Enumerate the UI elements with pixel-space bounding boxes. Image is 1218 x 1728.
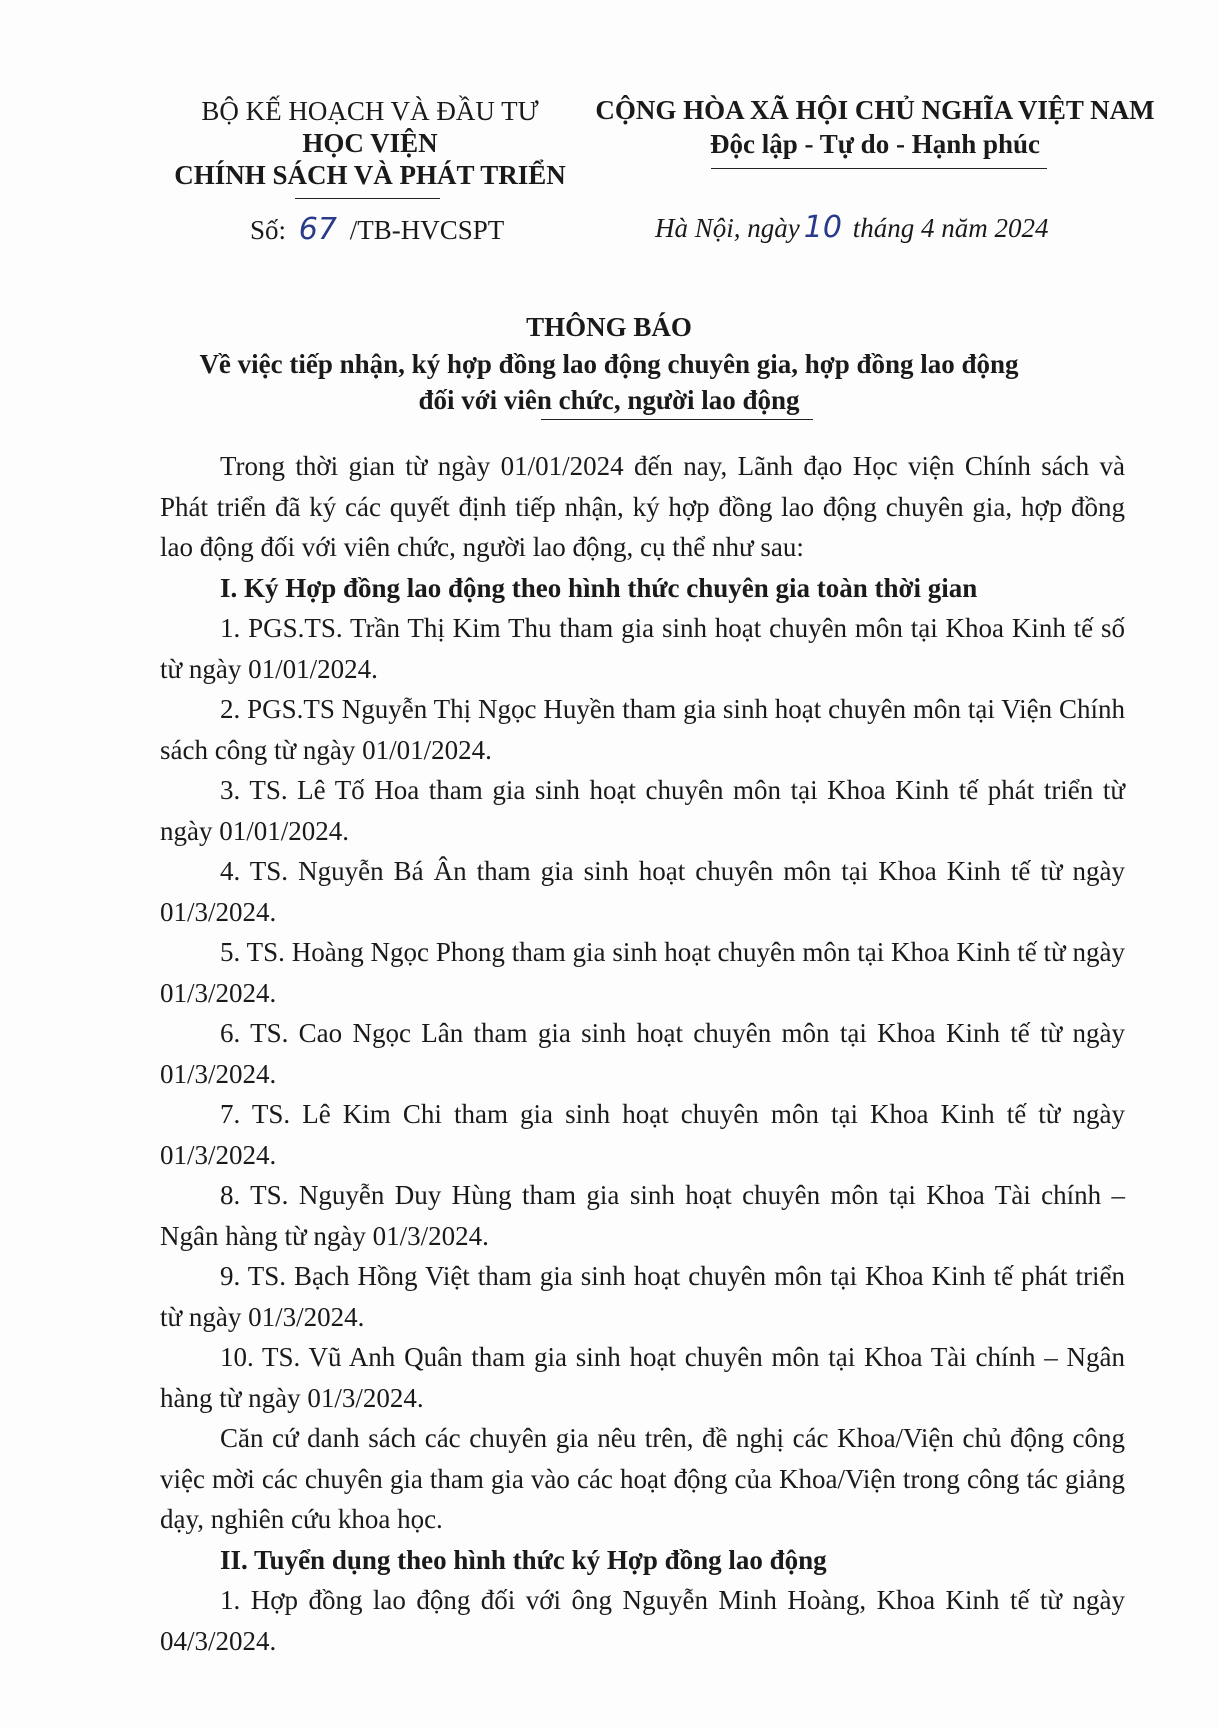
list-item: 10. TS. Vũ Anh Quân tham gia sinh hoạt chuyên môn tại Khoa Tài chính – Ngân hàng từ ngày 01/3/2024. bbox=[160, 1342, 1125, 1413]
subtitle-line-1: Về việc tiếp nhận, ký hợp đồng lao động chuyên gia, hợp đồng lao động bbox=[199, 349, 1019, 379]
issuing-agency-block bbox=[160, 95, 580, 191]
list-item: 8. TS. Nguyễn Duy Hùng tham gia sinh hoạt chuyên môn tại Khoa Tài chính – Ngân hàng từ ngày 01/3/2024. bbox=[160, 1180, 1125, 1251]
motto-underline bbox=[711, 168, 1047, 169]
document-number-prefix: Số: bbox=[250, 215, 287, 245]
national-header-block bbox=[580, 93, 1170, 161]
list-item: 7. TS. Lê Kim Chi tham gia sinh hoạt chuyên môn tại Khoa Kinh tế từ ngày 01/3/2024. bbox=[160, 1099, 1125, 1170]
issue-date-prefix: Hà Nội, ngày bbox=[655, 213, 800, 243]
list-item: 5. TS. Hoàng Ngọc Phong tham gia sinh hoạt chuyên môn tại Khoa Kinh tế từ ngày 01/3/2024. bbox=[160, 937, 1125, 1008]
document-number-suffix: /TB-HVCSPT bbox=[349, 215, 505, 245]
list-item: 1. PGS.TS. Trần Thị Kim Thu tham gia sinh hoạt chuyên môn tại Khoa Kinh tế số từ ngày 01/01/2024. bbox=[160, 613, 1125, 684]
document-body bbox=[160, 446, 1125, 1661]
list-item: 9. TS. Bạch Hồng Việt tham gia sinh hoạt chuyên môn tại Khoa Kinh tế phát triển từ ngày 01/3/2024. bbox=[160, 1261, 1125, 1332]
intro-paragraph: Trong thời gian từ ngày 01/01/2024 đến nay, Lãnh đạo Học viện Chính sách và Phát triển đã ký các quyết định tiếp nhận, ký hợp đồng lao động chuyên gia, hợp đồng lao động đối với viên chức, người lao động, cụ thể như sau: bbox=[160, 451, 1125, 562]
section-2-heading: II. Tuyển dụng theo hình thức ký Hợp đồng lao động bbox=[220, 1544, 827, 1575]
national-motto: Độc lập - Tự do - Hạnh phúc bbox=[709, 129, 1041, 159]
list-item: 6. TS. Cao Ngọc Lân tham gia sinh hoạt chuyên môn tại Khoa Kinh tế từ ngày 01/3/2024. bbox=[160, 1018, 1125, 1089]
document-title: THÔNG BÁO bbox=[526, 312, 692, 342]
section-1-heading: I. Ký Hợp đồng lao động theo hình thức chuyên gia toàn thời gian bbox=[220, 572, 978, 603]
organization-name-line2: CHÍNH SÁCH VÀ PHÁT TRIỂN bbox=[174, 160, 566, 190]
list-item: 1. Hợp đồng lao động đối với ông Nguyễn Minh Hoàng, Khoa Kinh tế từ ngày 04/3/2024. bbox=[160, 1585, 1125, 1656]
nation-name: CỘNG HÒA XÃ HỘI CHỦ NGHĨA VIỆT NAM bbox=[595, 95, 1155, 125]
organization-name-line1: HỌC VIỆN bbox=[302, 128, 438, 158]
list-item: 2. PGS.TS Nguyễn Thị Ngọc Huyền tham gia sinh hoạt chuyên môn tại Viện Chính sách công từ ngày 01/01/2024. bbox=[160, 694, 1125, 765]
subtitle-line-2: đối với viên chức, người lao động bbox=[418, 385, 800, 415]
ministry-name: BỘ KẾ HOẠCH VÀ ĐẦU TƯ bbox=[201, 96, 539, 126]
list-item: 3. TS. Lê Tố Hoa tham gia sinh hoạt chuyên môn tại Khoa Kinh tế phát triển từ ngày 01/01/2024. bbox=[160, 775, 1125, 846]
section-1-closing: Căn cứ danh sách các chuyên gia nêu trên, đề nghị các Khoa/Viện chủ động công việc mời các chuyên gia tham gia vào các hoạt động của Khoa/Viện trong công tác giảng dạy, nghiên cứu khoa học. bbox=[160, 1423, 1125, 1534]
list-item: 4. TS. Nguyễn Bá Ân tham gia sinh hoạt chuyên môn tại Khoa Kinh tế từ ngày 01/3/2024. bbox=[160, 856, 1125, 927]
agency-underline bbox=[295, 198, 440, 199]
issue-date-suffix: tháng 4 năm 2024 bbox=[845, 213, 1049, 243]
handwritten-day: 10 bbox=[803, 210, 842, 245]
document-subtitle bbox=[0, 346, 1218, 418]
subtitle-underline bbox=[541, 419, 813, 420]
issue-date bbox=[655, 210, 1048, 245]
document-number bbox=[250, 212, 504, 247]
handwritten-number: 67 bbox=[298, 212, 337, 247]
